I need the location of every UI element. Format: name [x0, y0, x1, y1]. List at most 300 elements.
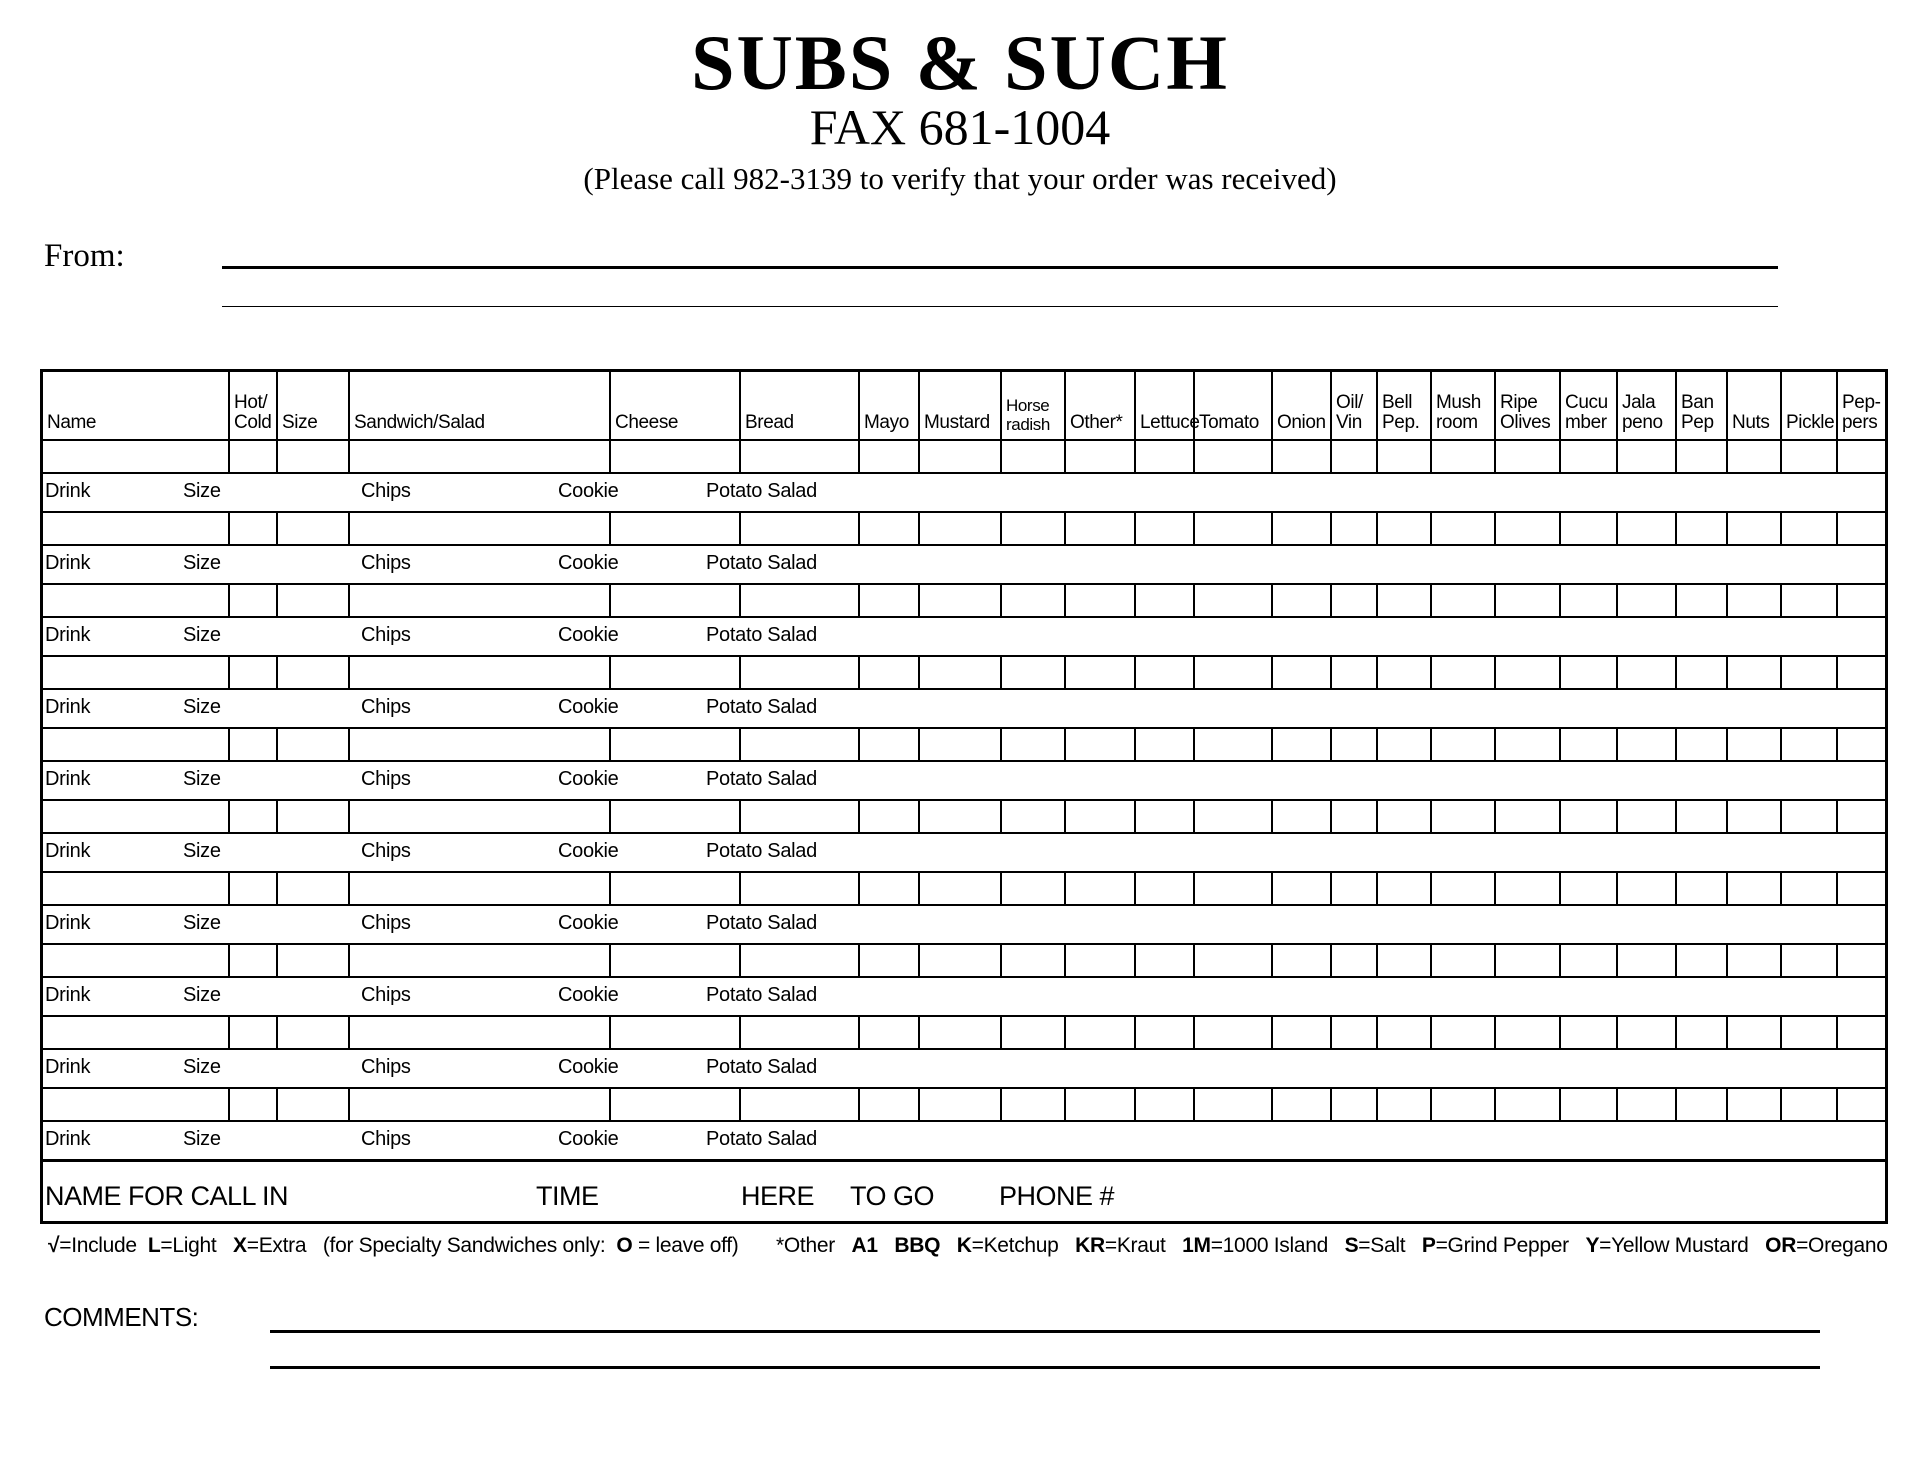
entry-cell-cheese[interactable] — [609, 945, 739, 976]
entry-cell-mayo[interactable] — [858, 1017, 918, 1048]
entry-cell-nuts[interactable] — [1726, 729, 1780, 760]
entry-cell-horse-radish[interactable] — [1000, 441, 1064, 472]
entry-cell-hot-cold[interactable] — [228, 945, 276, 976]
entry-cell-pep-pers[interactable] — [1836, 657, 1885, 688]
column-header-mayo: Mayo — [858, 372, 918, 439]
entry-cell-ban-pep[interactable] — [1675, 729, 1726, 760]
drink-row[interactable] — [43, 976, 1885, 1015]
entry-cell-bell-pep[interactable] — [1376, 945, 1430, 976]
entry-cell-mayo[interactable] — [858, 801, 918, 832]
order-entry-row — [43, 1015, 1885, 1048]
entry-cell-bell-pep[interactable] — [1376, 801, 1430, 832]
entry-cell-bread[interactable] — [739, 1017, 858, 1048]
column-header-sandwich-salad: Sandwich/Salad — [348, 372, 609, 439]
drink-option-label-drink: Drink — [45, 984, 91, 1006]
legend-text: =Grind Pepper — [1435, 1234, 1586, 1257]
entry-cell-oil-vin[interactable] — [1330, 441, 1376, 472]
entry-cell-hot-cold[interactable] — [228, 1017, 276, 1048]
entry-cell-onion[interactable] — [1271, 441, 1330, 472]
entry-cell-mustard[interactable] — [918, 657, 1000, 688]
entry-cell-mayo[interactable] — [858, 513, 918, 544]
legend-code: Y — [1585, 1234, 1600, 1257]
entry-cell-mayo[interactable] — [858, 945, 918, 976]
call-in-row[interactable] — [43, 1159, 1885, 1221]
entry-cell-ban-pep[interactable] — [1675, 657, 1726, 688]
order-table — [40, 369, 1888, 1224]
entry-cell-mayo[interactable] — [858, 873, 918, 904]
entry-cell-mustard[interactable] — [918, 513, 1000, 544]
entry-cell-ripe-olives[interactable] — [1494, 513, 1559, 544]
entry-cell-tomato[interactable] — [1193, 1089, 1271, 1120]
entry-cell-cucu-mber[interactable] — [1559, 441, 1616, 472]
entry-cell-size[interactable] — [276, 801, 348, 832]
entry-cell-lettuce[interactable] — [1134, 945, 1193, 976]
entry-cell-onion[interactable] — [1271, 1089, 1330, 1120]
entry-cell-ban-pep[interactable] — [1675, 1017, 1726, 1048]
entry-cell-bell-pep[interactable] — [1376, 873, 1430, 904]
entry-cell-hot-cold[interactable] — [228, 657, 276, 688]
entry-cell-lettuce[interactable] — [1134, 513, 1193, 544]
entry-cell-size[interactable] — [276, 513, 348, 544]
entry-cell-pickle[interactable] — [1780, 873, 1836, 904]
entry-cell-mayo[interactable] — [858, 1089, 918, 1120]
drink-option-label-chips: Chips — [361, 1056, 411, 1078]
entry-cell-mustard[interactable] — [918, 1017, 1000, 1048]
column-header-horse-radish: Horse radish — [1000, 372, 1064, 439]
entry-cell-horse-radish[interactable] — [1000, 945, 1064, 976]
entry-cell-tomato[interactable] — [1193, 441, 1271, 472]
entry-cell-tomato[interactable] — [1193, 1017, 1271, 1048]
order-entry-row — [43, 583, 1885, 616]
entry-cell-name[interactable] — [43, 1017, 228, 1048]
entry-cell-cheese[interactable] — [609, 1089, 739, 1120]
legend-text — [878, 1234, 895, 1257]
drink-option-label-potato-salad: Potato Salad — [706, 912, 817, 934]
entry-cell-lettuce[interactable] — [1134, 1017, 1193, 1048]
entry-cell-size[interactable] — [276, 729, 348, 760]
entry-cell-hot-cold[interactable] — [228, 513, 276, 544]
drink-row[interactable] — [43, 1048, 1885, 1087]
entry-cell-jala-peno[interactable] — [1616, 513, 1675, 544]
entry-cell-name[interactable] — [43, 873, 228, 904]
entry-cell-mush-room[interactable] — [1430, 1089, 1494, 1120]
entry-cell-mustard[interactable] — [918, 441, 1000, 472]
entry-cell-jala-peno[interactable] — [1616, 657, 1675, 688]
order-entry-row — [43, 799, 1885, 832]
entry-cell-size[interactable] — [276, 1017, 348, 1048]
entry-cell-cheese[interactable] — [609, 441, 739, 472]
entry-cell-bread[interactable] — [739, 1089, 858, 1120]
drink-option-label-cookie: Cookie — [558, 768, 619, 790]
entry-cell-pickle[interactable] — [1780, 1089, 1836, 1120]
entry-cell-oil-vin[interactable] — [1330, 1017, 1376, 1048]
entry-cell-pep-pers[interactable] — [1836, 801, 1885, 832]
entry-cell-mustard[interactable] — [918, 873, 1000, 904]
entry-cell-tomato[interactable] — [1193, 801, 1271, 832]
entry-cell-bread[interactable] — [739, 441, 858, 472]
entry-cell-ripe-olives[interactable] — [1494, 729, 1559, 760]
entry-cell-ripe-olives[interactable] — [1494, 657, 1559, 688]
entry-cell-ban-pep[interactable] — [1675, 945, 1726, 976]
entry-cell-size[interactable] — [276, 945, 348, 976]
entry-cell-ban-pep[interactable] — [1675, 513, 1726, 544]
entry-cell-onion[interactable] — [1271, 945, 1330, 976]
drink-option-label-chips: Chips — [361, 984, 411, 1006]
entry-cell-cucu-mber[interactable] — [1559, 801, 1616, 832]
entry-cell-horse-radish[interactable] — [1000, 729, 1064, 760]
entry-cell-oil-vin[interactable] — [1330, 1089, 1376, 1120]
entry-cell-sandwich-salad[interactable] — [348, 441, 609, 472]
order-entry-row — [43, 727, 1885, 760]
entry-cell-other[interactable] — [1064, 729, 1134, 760]
entry-cell-onion[interactable] — [1271, 657, 1330, 688]
entry-cell-mush-room[interactable] — [1430, 1017, 1494, 1048]
legend-text: =Include — [59, 1234, 148, 1257]
drink-option-label-size: Size — [183, 624, 221, 646]
entry-cell-mustard[interactable] — [918, 945, 1000, 976]
entry-cell-bread[interactable] — [739, 513, 858, 544]
entry-cell-pickle[interactable] — [1780, 513, 1836, 544]
entry-cell-mush-room[interactable] — [1430, 657, 1494, 688]
entry-cell-mayo[interactable] — [858, 441, 918, 472]
entry-cell-hot-cold[interactable] — [228, 801, 276, 832]
entry-cell-other[interactable] — [1064, 1017, 1134, 1048]
entry-cell-pickle[interactable] — [1780, 441, 1836, 472]
entry-cell-cucu-mber[interactable] — [1559, 1089, 1616, 1120]
entry-cell-ripe-olives[interactable] — [1494, 585, 1559, 616]
column-header-name: Name — [47, 412, 97, 434]
entry-cell-tomato[interactable] — [1193, 873, 1271, 904]
drink-option-label-cookie: Cookie — [558, 696, 619, 718]
entry-cell-pickle[interactable] — [1780, 801, 1836, 832]
entry-cell-ripe-olives[interactable] — [1494, 945, 1559, 976]
entry-cell-cheese[interactable] — [609, 801, 739, 832]
entry-cell-ripe-olives[interactable] — [1494, 1017, 1559, 1048]
entry-cell-cucu-mber[interactable] — [1559, 945, 1616, 976]
entry-cell-cucu-mber[interactable] — [1559, 657, 1616, 688]
entry-cell-other[interactable] — [1064, 441, 1134, 472]
drink-option-label-size: Size — [183, 1128, 221, 1150]
entry-cell-bell-pep[interactable] — [1376, 1089, 1430, 1120]
entry-cell-ban-pep[interactable] — [1675, 441, 1726, 472]
entry-cell-sandwich-salad[interactable] — [348, 873, 609, 904]
entry-cell-horse-radish[interactable] — [1000, 1017, 1064, 1048]
entry-cell-mayo[interactable] — [858, 657, 918, 688]
entry-cell-mush-room[interactable] — [1430, 945, 1494, 976]
entry-cell-sandwich-salad[interactable] — [348, 1017, 609, 1048]
entry-cell-bread[interactable] — [739, 945, 858, 976]
entry-cell-cheese[interactable] — [609, 873, 739, 904]
entry-cell-oil-vin[interactable] — [1330, 945, 1376, 976]
entry-cell-onion[interactable] — [1271, 513, 1330, 544]
legend-code: P — [1421, 1234, 1436, 1257]
entry-cell-pickle[interactable] — [1780, 945, 1836, 976]
drink-option-label-cookie: Cookie — [558, 840, 619, 862]
column-header-pep-pers: Pep- pers — [1836, 372, 1885, 439]
entry-cell-ban-pep[interactable] — [1675, 1089, 1726, 1120]
entry-cell-onion[interactable] — [1271, 873, 1330, 904]
entry-cell-cucu-mber[interactable] — [1559, 585, 1616, 616]
drink-option-label-chips: Chips — [361, 552, 411, 574]
entry-cell-bread[interactable] — [739, 585, 858, 616]
entry-cell-ripe-olives[interactable] — [1494, 873, 1559, 904]
entry-cell-cucu-mber[interactable] — [1559, 513, 1616, 544]
entry-cell-oil-vin[interactable] — [1330, 585, 1376, 616]
entry-cell-jala-peno[interactable] — [1616, 585, 1675, 616]
entry-cell-pickle[interactable] — [1780, 729, 1836, 760]
entry-cell-hot-cold[interactable] — [228, 1089, 276, 1120]
entry-cell-name[interactable] — [43, 513, 228, 544]
column-header-mush-room: Mush room — [1430, 372, 1494, 439]
column-header-bread: Bread — [739, 372, 858, 439]
entry-cell-other[interactable] — [1064, 801, 1134, 832]
entry-cell-sandwich-salad[interactable] — [348, 657, 609, 688]
drink-row[interactable] — [43, 688, 1885, 727]
entry-cell-cucu-mber[interactable] — [1559, 873, 1616, 904]
entry-cell-mush-room[interactable] — [1430, 729, 1494, 760]
column-header-tomato: Tomato — [1193, 372, 1271, 439]
entry-cell-pep-pers[interactable] — [1836, 441, 1885, 472]
drink-row[interactable] — [43, 904, 1885, 943]
drink-option-label-drink: Drink — [45, 1128, 91, 1150]
entry-cell-onion[interactable] — [1271, 729, 1330, 760]
entry-cell-ban-pep[interactable] — [1675, 873, 1726, 904]
entry-cell-bell-pep[interactable] — [1376, 513, 1430, 544]
legend-code: √ — [48, 1234, 60, 1257]
drink-row[interactable] — [43, 616, 1885, 655]
entry-cell-pep-pers[interactable] — [1836, 1089, 1885, 1120]
entry-cell-horse-radish[interactable] — [1000, 513, 1064, 544]
drink-row[interactable] — [43, 544, 1885, 583]
drink-option-label-drink: Drink — [45, 840, 91, 862]
entry-cell-cucu-mber[interactable] — [1559, 729, 1616, 760]
entry-cell-size[interactable] — [276, 441, 348, 472]
entry-cell-oil-vin[interactable] — [1330, 801, 1376, 832]
entry-cell-name[interactable] — [43, 1089, 228, 1120]
entry-cell-other[interactable] — [1064, 657, 1134, 688]
drink-row[interactable] — [43, 1120, 1885, 1159]
entry-cell-jala-peno[interactable] — [1616, 945, 1675, 976]
entry-cell-jala-peno[interactable] — [1616, 729, 1675, 760]
legend-code: BBQ — [894, 1234, 941, 1257]
entry-cell-jala-peno[interactable] — [1616, 801, 1675, 832]
entry-cell-bread[interactable] — [739, 729, 858, 760]
entry-cell-bread[interactable] — [739, 801, 858, 832]
entry-cell-name[interactable] — [43, 657, 228, 688]
entry-cell-mayo[interactable] — [858, 585, 918, 616]
entry-cell-bread[interactable] — [739, 657, 858, 688]
drink-option-label-cookie: Cookie — [558, 912, 619, 934]
entry-cell-sandwich-salad[interactable] — [348, 513, 609, 544]
entry-cell-name[interactable] — [43, 441, 228, 472]
column-header-cucu-mber: Cucu mber — [1559, 372, 1616, 439]
entry-cell-ripe-olives[interactable] — [1494, 1089, 1559, 1120]
entry-cell-pep-pers[interactable] — [1836, 945, 1885, 976]
entry-cell-cheese[interactable] — [609, 1017, 739, 1048]
entry-cell-jala-peno[interactable] — [1616, 1017, 1675, 1048]
legend-code: X — [233, 1234, 247, 1257]
entry-cell-mustard[interactable] — [918, 1089, 1000, 1120]
entry-cell-pep-pers[interactable] — [1836, 729, 1885, 760]
entry-cell-size[interactable] — [276, 1089, 348, 1120]
entry-cell-nuts[interactable] — [1726, 1017, 1780, 1048]
entry-cell-cheese[interactable] — [609, 657, 739, 688]
entry-cell-jala-peno[interactable] — [1616, 873, 1675, 904]
entry-cell-mush-room[interactable] — [1430, 873, 1494, 904]
entry-cell-ripe-olives[interactable] — [1494, 801, 1559, 832]
entry-cell-hot-cold[interactable] — [228, 729, 276, 760]
entry-cell-hot-cold[interactable] — [228, 873, 276, 904]
entry-cell-nuts[interactable] — [1726, 441, 1780, 472]
call-in-label-here: HERE — [741, 1181, 815, 1211]
drink-option-label-chips: Chips — [361, 624, 411, 646]
entry-cell-oil-vin[interactable] — [1330, 513, 1376, 544]
from-write-in-line-2[interactable] — [222, 306, 1778, 307]
entry-cell-lettuce[interactable] — [1134, 585, 1193, 616]
entry-cell-oil-vin[interactable] — [1330, 873, 1376, 904]
entry-cell-sandwich-salad[interactable] — [348, 801, 609, 832]
drink-option-label-size: Size — [183, 768, 221, 790]
entry-cell-nuts[interactable] — [1726, 1089, 1780, 1120]
from-write-in-line-1[interactable] — [222, 266, 1778, 269]
entry-cell-name[interactable] — [43, 729, 228, 760]
entry-cell-nuts[interactable] — [1726, 513, 1780, 544]
entry-cell-tomato[interactable] — [1193, 585, 1271, 616]
entry-cell-tomato[interactable] — [1193, 729, 1271, 760]
drink-option-label-drink: Drink — [45, 768, 91, 790]
entry-cell-pep-pers[interactable] — [1836, 873, 1885, 904]
entry-cell-lettuce[interactable] — [1134, 729, 1193, 760]
entry-cell-mayo[interactable] — [858, 729, 918, 760]
entry-cell-lettuce[interactable] — [1134, 441, 1193, 472]
entry-cell-nuts[interactable] — [1726, 585, 1780, 616]
entry-cell-lettuce[interactable] — [1134, 801, 1193, 832]
drink-option-label-cookie: Cookie — [558, 984, 619, 1006]
entry-cell-bell-pep[interactable] — [1376, 441, 1430, 472]
drink-row[interactable] — [43, 832, 1885, 871]
entry-cell-pickle[interactable] — [1780, 1017, 1836, 1048]
entry-cell-ban-pep[interactable] — [1675, 585, 1726, 616]
entry-cell-cucu-mber[interactable] — [1559, 1017, 1616, 1048]
entry-cell-other[interactable] — [1064, 1089, 1134, 1120]
legend-text — [940, 1234, 957, 1257]
entry-cell-oil-vin[interactable] — [1330, 657, 1376, 688]
entry-cell-mustard[interactable] — [918, 801, 1000, 832]
entry-cell-onion[interactable] — [1271, 1017, 1330, 1048]
column-header-cheese: Cheese — [609, 372, 739, 439]
entry-cell-horse-radish[interactable] — [1000, 657, 1064, 688]
entry-cell-ban-pep[interactable] — [1675, 801, 1726, 832]
entry-cell-sandwich-salad[interactable] — [348, 585, 609, 616]
entry-cell-cheese[interactable] — [609, 729, 739, 760]
entry-cell-hot-cold[interactable] — [228, 441, 276, 472]
entry-cell-nuts[interactable] — [1726, 945, 1780, 976]
legend-code: K — [956, 1234, 972, 1257]
legend-code: L — [147, 1234, 161, 1257]
entry-cell-horse-radish[interactable] — [1000, 873, 1064, 904]
entry-cell-onion[interactable] — [1271, 585, 1330, 616]
entry-cell-size[interactable] — [276, 657, 348, 688]
entry-cell-bell-pep[interactable] — [1376, 585, 1430, 616]
entry-cell-jala-peno[interactable] — [1616, 441, 1675, 472]
entry-cell-name[interactable] — [43, 801, 228, 832]
entry-cell-bell-pep[interactable] — [1376, 657, 1430, 688]
entry-cell-horse-radish[interactable] — [1000, 1089, 1064, 1120]
entry-cell-jala-peno[interactable] — [1616, 1089, 1675, 1120]
drink-row[interactable] — [43, 760, 1885, 799]
entry-cell-hot-cold[interactable] — [228, 585, 276, 616]
call-in-label-phone: PHONE # — [999, 1181, 1115, 1211]
legend-text: =Light — [160, 1234, 234, 1257]
entry-cell-cheese[interactable] — [609, 513, 739, 544]
entry-cell-pep-pers[interactable] — [1836, 513, 1885, 544]
comments-write-in-line-2[interactable] — [270, 1366, 1820, 1369]
entry-cell-nuts[interactable] — [1726, 873, 1780, 904]
entry-cell-other[interactable] — [1064, 945, 1134, 976]
entry-cell-oil-vin[interactable] — [1330, 729, 1376, 760]
entry-cell-nuts[interactable] — [1726, 657, 1780, 688]
comments-write-in-line-1[interactable] — [270, 1330, 1820, 1333]
entry-cell-size[interactable] — [276, 585, 348, 616]
legend-text: =Extra — [246, 1234, 323, 1257]
entry-cell-mustard[interactable] — [918, 585, 1000, 616]
entry-cell-pickle[interactable] — [1780, 585, 1836, 616]
entry-cell-other[interactable] — [1064, 585, 1134, 616]
entry-cell-horse-radish[interactable] — [1000, 585, 1064, 616]
drink-row[interactable] — [43, 472, 1885, 511]
entry-cell-name[interactable] — [43, 945, 228, 976]
entry-cell-bell-pep[interactable] — [1376, 1017, 1430, 1048]
entry-cell-bell-pep[interactable] — [1376, 729, 1430, 760]
entry-cell-lettuce[interactable] — [1134, 1089, 1193, 1120]
entry-cell-onion[interactable] — [1271, 801, 1330, 832]
drink-option-label-potato-salad: Potato Salad — [706, 696, 817, 718]
entry-cell-other[interactable] — [1064, 873, 1134, 904]
column-header-onion: Onion — [1271, 372, 1330, 439]
entry-cell-mush-room[interactable] — [1430, 441, 1494, 472]
drink-option-label-potato-salad: Potato Salad — [706, 1128, 817, 1150]
entry-cell-lettuce[interactable] — [1134, 873, 1193, 904]
entry-cell-mush-room[interactable] — [1430, 585, 1494, 616]
entry-cell-ripe-olives[interactable] — [1494, 441, 1559, 472]
entry-cell-lettuce[interactable] — [1134, 657, 1193, 688]
entry-cell-sandwich-salad[interactable] — [348, 1089, 609, 1120]
entry-cell-name[interactable] — [43, 585, 228, 616]
entry-cell-pickle[interactable] — [1780, 657, 1836, 688]
drink-option-label-drink: Drink — [45, 624, 91, 646]
entry-cell-tomato[interactable] — [1193, 513, 1271, 544]
entry-cell-size[interactable] — [276, 873, 348, 904]
entry-cell-horse-radish[interactable] — [1000, 801, 1064, 832]
entry-cell-nuts[interactable] — [1726, 801, 1780, 832]
legend-text: =Oregano — [1796, 1234, 1888, 1257]
drink-option-label-potato-salad: Potato Salad — [706, 1056, 817, 1078]
entry-cell-mush-room[interactable] — [1430, 513, 1494, 544]
entry-cell-tomato[interactable] — [1193, 657, 1271, 688]
entry-cell-sandwich-salad[interactable] — [348, 945, 609, 976]
entry-cell-pep-pers[interactable] — [1836, 585, 1885, 616]
entry-cell-sandwich-salad[interactable] — [348, 729, 609, 760]
entry-cell-other[interactable] — [1064, 513, 1134, 544]
drink-option-label-chips: Chips — [361, 480, 411, 502]
entry-cell-cheese[interactable] — [609, 585, 739, 616]
entry-cell-bread[interactable] — [739, 873, 858, 904]
entry-cell-pep-pers[interactable] — [1836, 1017, 1885, 1048]
order-entry-row — [43, 871, 1885, 904]
entry-cell-mush-room[interactable] — [1430, 801, 1494, 832]
entry-cell-tomato[interactable] — [1193, 945, 1271, 976]
entry-cell-mustard[interactable] — [918, 729, 1000, 760]
